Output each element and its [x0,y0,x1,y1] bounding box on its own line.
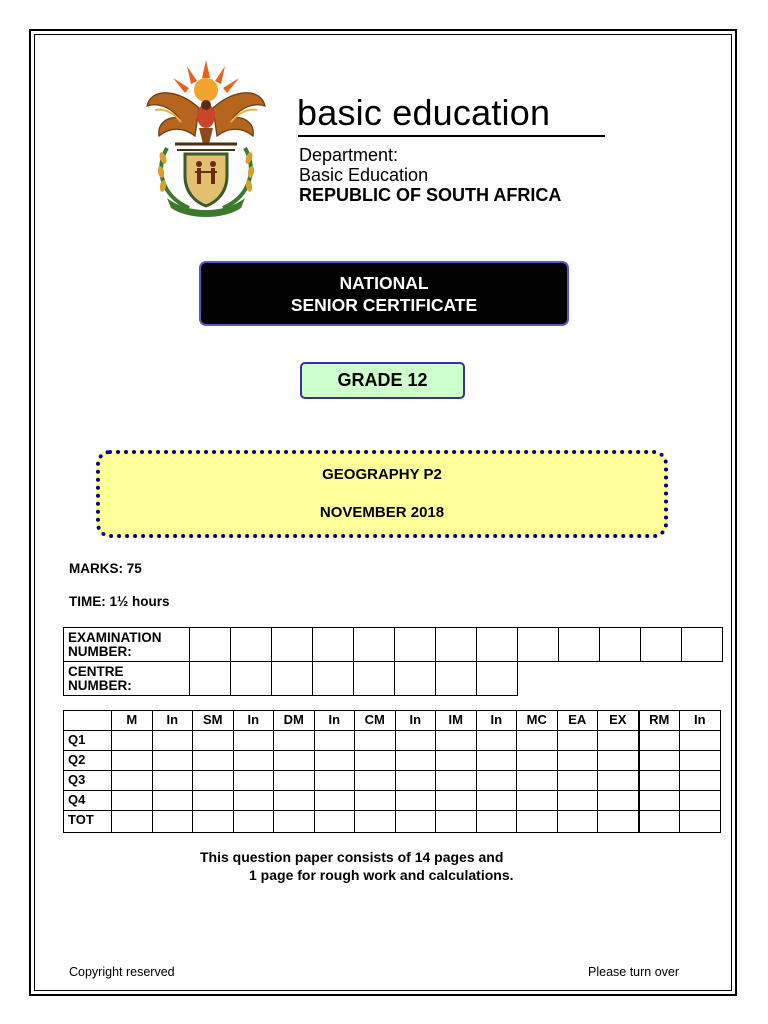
marks-cell[interactable] [476,731,517,751]
exam-number-box[interactable] [682,628,723,662]
marks-header-corner [64,711,112,731]
certificate-banner [199,261,569,326]
copyright-notice: Copyright reserved [69,965,175,979]
marks-cell[interactable] [193,811,234,833]
marks-cell[interactable] [476,751,517,771]
marks-cell[interactable] [152,791,193,811]
department-name: Basic Education [299,165,429,185]
marks-cell[interactable] [557,771,598,791]
marks-cell[interactable] [152,771,193,791]
marks-cell[interactable] [557,751,598,771]
marks-cell[interactable] [436,731,477,751]
marks-cell[interactable] [355,751,396,771]
marks-row [64,751,721,771]
marks-cell[interactable] [395,811,436,833]
marks-cell[interactable] [639,751,680,771]
centre-number-box[interactable] [477,662,518,696]
marks-column-header: EX [598,711,639,731]
centre-number-row [64,662,723,696]
marks-cell[interactable] [557,731,598,751]
marks-column-header: SM [193,711,234,731]
centre-number-box[interactable] [190,662,231,696]
centre-number-label: CENTRE NUMBER: [64,662,190,696]
marks-cell[interactable] [314,771,355,791]
centre-number-box[interactable] [272,662,313,696]
marks-cell[interactable] [112,811,153,833]
marks-cell[interactable] [680,731,721,751]
marks-column-header: In [233,711,274,731]
marks-cell[interactable] [680,791,721,811]
marks-cell[interactable] [680,751,721,771]
marks-total: MARKS: 75 [69,561,142,576]
department-brand-title: basic education [297,92,551,133]
marks-column-header: In [152,711,193,731]
marks-cell[interactable] [598,791,639,811]
exam-number-box[interactable] [190,628,231,662]
marks-row-label: Q2 [64,751,112,771]
certificate-line-2: SENIOR CERTIFICATE [290,295,478,315]
marks-cell[interactable] [517,731,558,751]
marks-cell[interactable] [436,751,477,771]
marks-cell[interactable] [395,791,436,811]
marks-cell[interactable] [112,751,153,771]
marks-cell[interactable] [233,771,274,791]
marks-cell[interactable] [436,811,477,833]
centre-number-box[interactable] [436,662,477,696]
marks-column-header: EA [557,711,598,731]
marks-cell[interactable] [152,751,193,771]
marks-cell[interactable] [193,731,234,751]
marks-cell[interactable] [355,811,396,833]
marks-cell[interactable] [680,771,721,791]
marks-header-row [64,711,721,731]
marks-column-header: CM [355,711,396,731]
marks-row-label: Q4 [64,791,112,811]
marks-cell[interactable] [476,771,517,791]
brand-divider [298,135,605,137]
exam-number-box[interactable] [354,628,395,662]
marks-row [64,731,721,751]
marks-row [64,771,721,791]
marks-row-label: Q3 [64,771,112,791]
exam-number-box[interactable] [641,628,682,662]
marks-cell[interactable] [193,751,234,771]
centre-number-box[interactable] [354,662,395,696]
marks-cell[interactable] [355,791,396,811]
exam-number-row [64,628,723,662]
examination-number-table [63,627,723,696]
marks-cell[interactable] [557,791,598,811]
marks-cell[interactable] [436,771,477,791]
page-count-line-2: 1 page for rough work and calculations. [249,867,514,883]
marks-cell[interactable] [233,811,274,833]
page-count-line-1: This question paper consists of 14 pages and [200,849,504,865]
marks-row-label: TOT [64,811,112,833]
marks-cell[interactable] [517,751,558,771]
exam-date: NOVEMBER 2018 [319,504,445,521]
marks-cell[interactable] [639,731,680,751]
marks-cell[interactable] [193,771,234,791]
marks-column-header: RM [639,711,680,731]
marks-cell[interactable] [395,751,436,771]
marks-cell[interactable] [314,751,355,771]
marks-cell[interactable] [598,751,639,771]
marks-column-header: In [476,711,517,731]
marks-cell[interactable] [598,731,639,751]
marks-cell[interactable] [233,751,274,771]
centre-number-box[interactable] [231,662,272,696]
centre-number-box[interactable] [313,662,354,696]
marks-cell[interactable] [314,791,355,811]
exam-number-box[interactable] [436,628,477,662]
exam-number-box[interactable] [518,628,559,662]
marks-cell[interactable] [517,791,558,811]
marks-cell[interactable] [476,811,517,833]
turn-over-notice: Please turn over [588,965,680,979]
marks-cell[interactable] [639,791,680,811]
centre-number-box[interactable] [395,662,436,696]
marks-cell[interactable] [112,791,153,811]
marks-cell[interactable] [639,771,680,791]
marks-cell[interactable] [193,791,234,811]
marks-cell[interactable] [152,731,193,751]
marks-cell[interactable] [476,791,517,811]
marks-row-label: Q1 [64,731,112,751]
exam-number-box[interactable] [313,628,354,662]
marks-cell[interactable] [436,791,477,811]
marks-cell[interactable] [395,731,436,751]
marks-cell[interactable] [598,771,639,791]
exam-number-box[interactable] [559,628,600,662]
subject-name: GEOGRAPHY P2 [322,466,442,483]
marks-cell[interactable] [314,811,355,833]
exam-number-box[interactable] [477,628,518,662]
coat-of-arms-emblem [137,58,275,218]
marks-cell[interactable] [274,811,315,833]
marks-cell[interactable] [355,731,396,751]
marks-cell[interactable] [557,811,598,833]
marks-cell[interactable] [314,731,355,751]
marks-cell[interactable] [274,751,315,771]
marks-column-header: IM [436,711,477,731]
marks-cell[interactable] [355,771,396,791]
exam-number-box[interactable] [231,628,272,662]
exam-number-box[interactable] [600,628,641,662]
marks-cell[interactable] [233,731,274,751]
marks-cell[interactable] [395,771,436,791]
marks-cell[interactable] [517,771,558,791]
marks-cell[interactable] [639,811,680,833]
certificate-line-1: NATIONAL [339,273,429,293]
marks-cell[interactable] [274,791,315,811]
marks-total-row [64,811,721,833]
department-label: Department: [299,145,399,165]
marks-cell[interactable] [233,791,274,811]
marks-cell[interactable] [274,731,315,751]
exam-number-label: EXAMINATION NUMBER: [64,628,190,662]
marks-breakdown-table [63,710,721,833]
marks-cell[interactable] [112,731,153,751]
marks-cell[interactable] [152,811,193,833]
marks-column-header: DM [274,711,315,731]
marks-cell[interactable] [680,811,721,833]
exam-number-box[interactable] [395,628,436,662]
marks-column-header: In [680,711,721,731]
marks-cell[interactable] [112,771,153,791]
marks-cell[interactable] [598,811,639,833]
marks-column-header: In [395,711,436,731]
exam-number-box[interactable] [272,628,313,662]
marks-column-header: MC [517,711,558,731]
marks-cell[interactable] [517,811,558,833]
marks-column-header: In [314,711,355,731]
marks-cell[interactable] [274,771,315,791]
grade-badge: GRADE 12 [300,362,465,399]
exam-duration: TIME: 1½ hours [69,594,170,609]
country-name: REPUBLIC OF SOUTH AFRICA [299,185,562,205]
subject-panel [96,450,668,538]
marks-column-header: M [112,711,153,731]
marks-row [64,791,721,811]
